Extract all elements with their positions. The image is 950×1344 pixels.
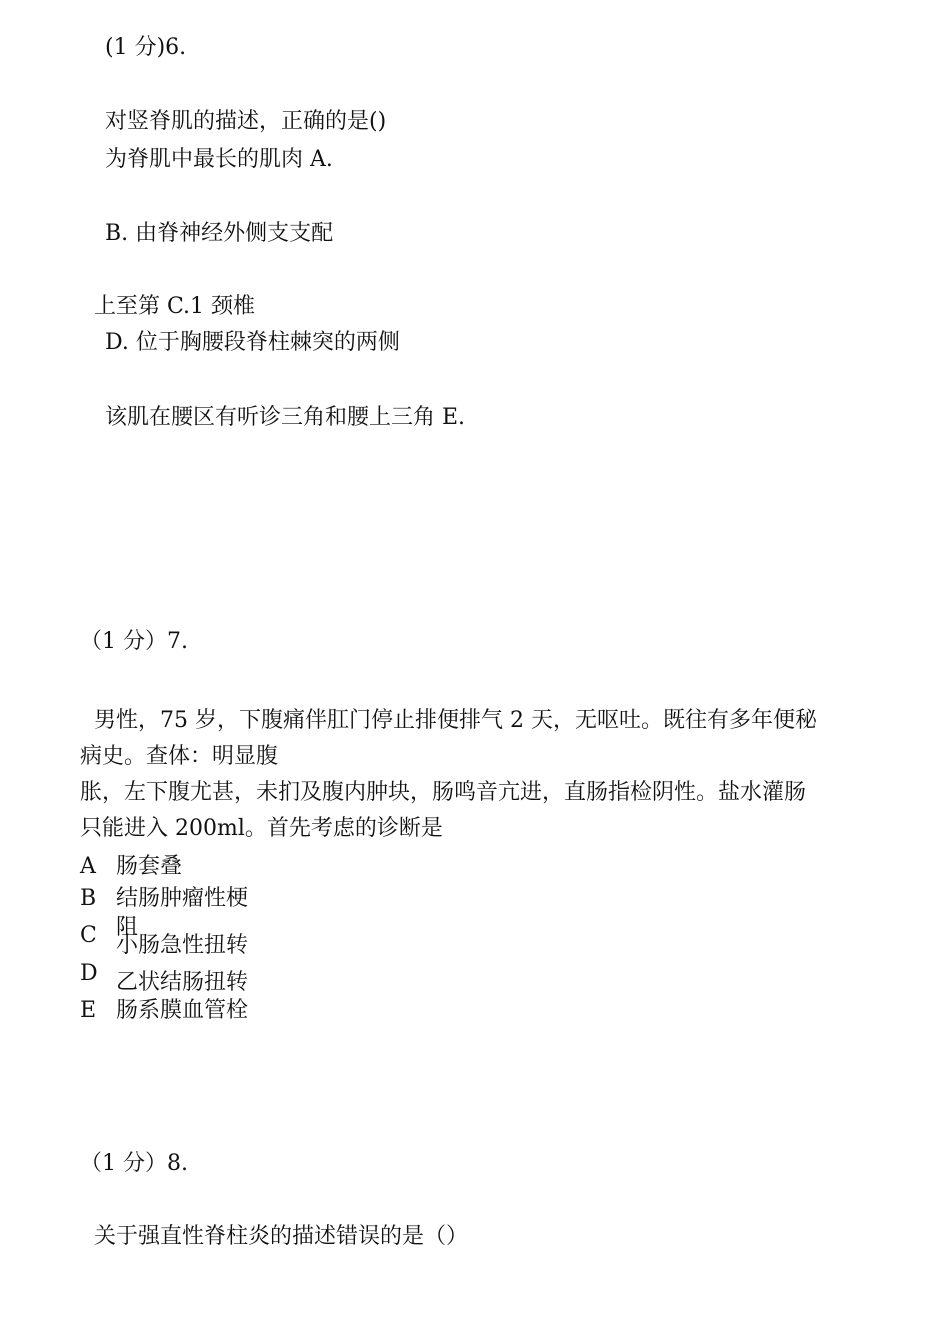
question-7-stem-line-1: 男性，75 岁，下腹痛伴肛门停止排便排气 2 天，无呕吐。既往有多年便秘	[94, 708, 817, 733]
option-letter-b: B	[80, 886, 97, 911]
option-letter-c: C	[80, 923, 97, 948]
question-6-header: (1 分)6.	[105, 35, 187, 60]
question-6-option-b: B. 由脊神经外侧支支配	[105, 221, 334, 246]
question-6-option-d: D. 位于胸腰段脊柱棘突的两侧	[105, 330, 400, 355]
question-7-header: （1 分）7.	[80, 629, 188, 654]
question-6-option-e: 该肌在腰区有听诊三角和腰上三角 E.	[105, 405, 466, 430]
question-6-stem: 对竖脊肌的描述，正确的是()	[105, 109, 387, 134]
option-text-a: 肠套叠	[116, 854, 183, 879]
question-7-stem-line-2: 病史。查体：明显腹	[80, 744, 279, 769]
question-8-header: （1 分）8.	[80, 1151, 188, 1176]
option-text-e: 肠系膜血管栓	[116, 998, 249, 1023]
question-6-option-c: 上至第 C.1 颈椎	[94, 294, 256, 319]
option-text-d: 乙状结肠扭转	[116, 970, 249, 995]
option-text-b: 结肠肿瘤性梗	[116, 886, 249, 911]
option-letter-d: D	[80, 961, 98, 986]
question-6-option-a: 为脊肌中最长的肌肉 A.	[105, 147, 333, 172]
question-7-stem-line-3: 胀，左下腹尤甚，未扪及腹内肿块，肠鸣音亢进，直肠指检阴性。盐水灌肠	[80, 780, 807, 805]
option-letter-a: A	[80, 854, 96, 879]
question-7-stem	[80, 703, 880, 847]
option-text-b-overflow: 阻	[116, 915, 139, 940]
option-letter-e: E	[80, 998, 97, 1023]
question-8-stem: 关于强直性脊柱炎的描述错误的是（）	[94, 1224, 469, 1249]
option-text-c: 小肠急性扭转	[116, 933, 249, 958]
question-7-stem-line-4: 只能进入 200ml。首先考虑的诊断是	[80, 816, 443, 841]
